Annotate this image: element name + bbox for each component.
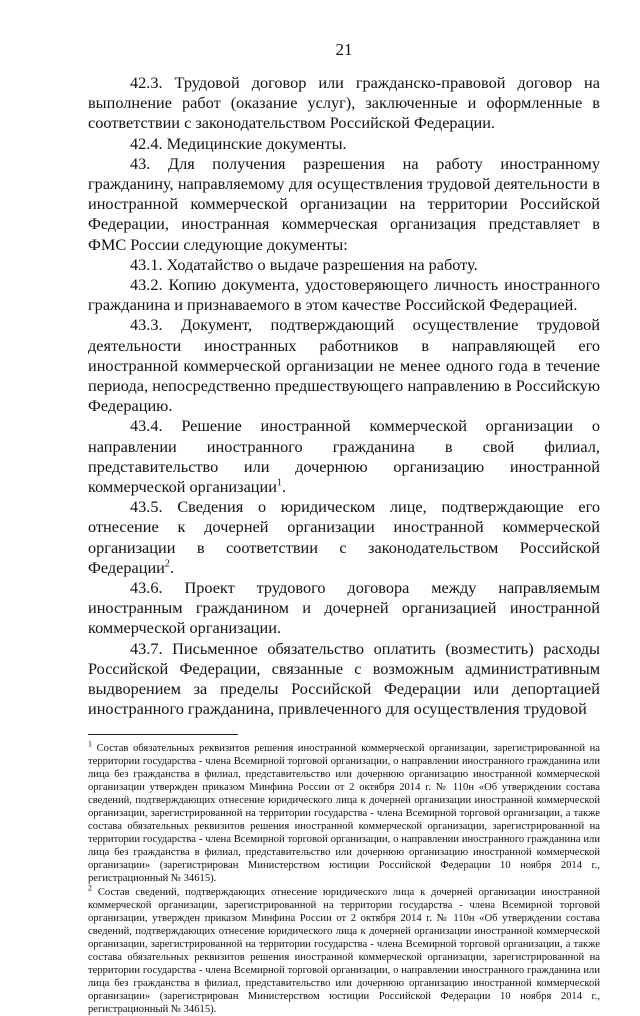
paragraph-43-1: 43.1. Ходатайство о выдаче разрешения на работу. [88,255,600,275]
main-text [88,73,600,720]
paragraph-42-3: 42.3. Трудовой договор или гражданско-правовой договор на выполнение работ (оказание услуг), заключенные и оформленные в соответствии с законодательством Российской Федерации. [88,73,600,134]
paragraph-43-2: 43.2. Копию документа, удостоверяющего личность иностранного гражданина и признаваемого в этом качестве Российской Федерацией. [88,275,600,315]
paragraph-43-6: 43.6. Проект трудового договора между направляемым иностранным гражданином и дочерней организацией иностранной коммерческой организации. [88,578,600,639]
footnote-1-text: Состав обязательных реквизитов решения иностранной коммерческой организации, зарегистрированной на территории государства - члена Всемирной торговой организации, о направлении иностранного гражданина или лица без гражданства в филиал, представительство или дочернюю организацию иностранной коммерческой организации утвержден приказом Минфина России от 2 октября 2014 г. № 110н «Об утверждении состава сведений, подтверждающих отнесение юридического лица к дочерней организации иностранной коммерческой организации, зарегистрированной на территории государства - члена Всемирной торговой организации, а также состава обязательных реквизитов решения иностранной коммерческой организации, зарегистрированной на территории государства - члена Всемирной торговой организации, о направлении иностранного гражданина или лица без гражданства в филиал, представительство или дочернюю организацию иностранной коммерческой организации» (зарегистрирован Министерством юстиции Российской Федерации 10 ноября 2014 г., регистрационный № 34615). [88,743,600,885]
paragraph-43-4 [88,416,600,497]
paragraph-43-7: 43.7. Письменное обязательство оплатить (возместить) расходы Российской Федерации, связанные с возможным административным выдворением за пределы Российской Федерации или депортацией иностранного гражданина, привлеченного для осуществления трудовой [88,639,600,720]
footnote-1 [88,742,600,886]
footnote-mark-1: 1 [88,739,92,748]
paragraph-43-5-text: 43.5. Сведения о юридическом лице, подтверждающие его отнесение к дочерней организации иностранной коммерческой организации в соответствии с законодательством Российской Федерации [88,497,600,577]
paragraph-42-4: 42.4. Медицинские документы. [88,134,600,154]
paragraph-43-4-text: 43.4. Решение иностранной коммерческой организации о направлении иностранного гражданина в свой филиал, представительство или дочернюю организацию иностранной коммерческой организации [88,416,600,496]
footnote-mark-2: 2 [88,883,92,892]
paragraph-43-4-end: . [282,477,286,496]
footnote-2 [88,886,600,1016]
footnote-2-text: Состав сведений, подтверждающих отнесение юридического лица к дочерней организации иностранной коммерческой организации, зарегистрированной на территории государства - члена Всемирной торговой организации, утвержден приказом Минфина России от 2 октября 2014 г. № 110н «Об утверждении состава сведений, подтверждающих отнесение юридического лица к дочерней организации иностранной коммерческой организации, зарегистрированной на территории государства - члена Всемирной торговой организации, а также состава обязательных реквизитов решения иностранной коммерческой организации, зарегистрированной на территории государства - члена Всемирной торговой организации, о направлении иностранного гражданина или лица без гражданства в филиал, представительство или дочернюю организацию иностранной коммерческой организации» (зарегистрирован Министерством юстиции Российской Федерации 10 ноября 2014 г., регистрационный № 34615). [88,887,600,1016]
footnote-ref-1[interactable]: 1 [277,478,282,489]
paragraph-43-3: 43.3. Документ, подтверждающий осуществление трудовой деятельности иностранных работников в направляющей его иностранной коммерческой организации не менее одного года в течение периода, непосредственно предшествующего направлению в Российскую Федерацию. [88,315,600,416]
footnote-divider [88,734,238,735]
paragraph-43-5-end: . [170,558,174,577]
paragraph-43: 43. Для получения разрешения на работу иностранному гражданину, направляемому для осуществления трудовой деятельности в иностранной коммерческой организации на территории Российской Федерации, иностранная коммерческая организация представляет в ФМС России следующие документы: [88,154,600,255]
paragraph-43-5 [88,497,600,578]
footnotes [88,742,600,1016]
footnote-ref-2[interactable]: 2 [165,558,170,569]
page-number: 21 [88,40,600,60]
